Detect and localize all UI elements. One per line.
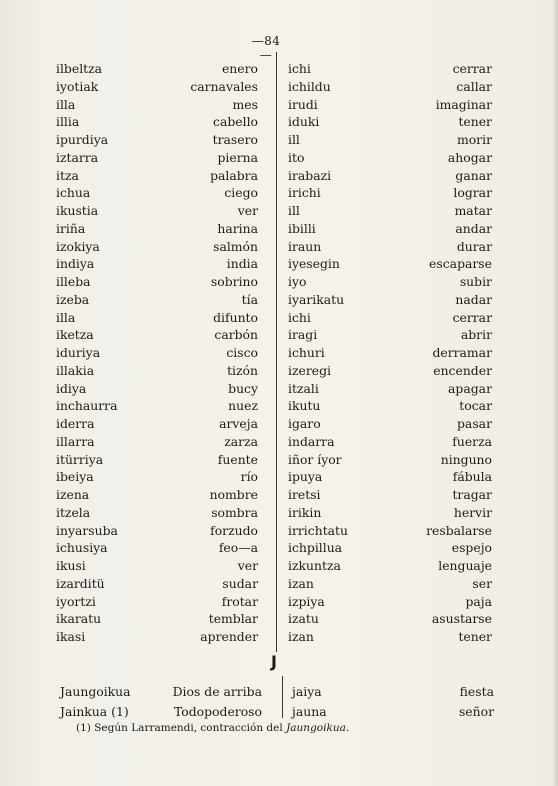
entry-term: ikutu bbox=[288, 398, 321, 414]
entry-translation: ninguno bbox=[440, 451, 492, 467]
entry-translation: cisco bbox=[226, 345, 258, 360]
entry-term: izena bbox=[56, 487, 90, 502]
j-right-spanish-column bbox=[400, 682, 494, 722]
entry-term: irudi bbox=[288, 96, 318, 112]
entry-term: iñor íyor bbox=[288, 451, 342, 467]
entry-term: iragi bbox=[288, 327, 318, 343]
entry-term: izokiya bbox=[56, 238, 100, 254]
entry-term: iyarikatu bbox=[288, 291, 345, 307]
entry-translation: abrir bbox=[460, 327, 492, 343]
entry-term: illarra bbox=[56, 433, 95, 449]
entry-term: itzali bbox=[288, 380, 319, 396]
entry-translation: asustarse bbox=[431, 611, 492, 627]
entry-translation: nombre bbox=[209, 487, 258, 502]
entry-term: inchaurra bbox=[56, 398, 118, 414]
scan-edge-shadow bbox=[552, 0, 558, 786]
entry-translation: tener bbox=[458, 114, 492, 130]
j-entry-translation: Todopoderoso bbox=[173, 704, 262, 719]
entry-term: ipuya bbox=[288, 469, 323, 485]
entry-translation: carnavales bbox=[190, 78, 258, 94]
entry-term: izpiya bbox=[288, 593, 325, 609]
entry-translation: pierna bbox=[217, 149, 258, 165]
entry-term: illa bbox=[56, 96, 76, 112]
j-entry-translation: señor bbox=[458, 704, 494, 719]
entry-term: iriña bbox=[56, 220, 86, 236]
entry-term: iderra bbox=[56, 416, 95, 431]
entry-term: illeba bbox=[56, 274, 91, 289]
entry-translation: forzudo bbox=[210, 522, 258, 538]
entry-translation: escaparse bbox=[429, 256, 492, 272]
entry-translation: resbalarse bbox=[426, 522, 492, 538]
entry-translation: cerrar bbox=[452, 309, 492, 325]
footnote-text: Según Larramendi, contracción del bbox=[94, 722, 283, 734]
entry-translation: pasar bbox=[457, 416, 492, 431]
entry-translation: tener bbox=[458, 629, 492, 644]
entry-translation: harina bbox=[217, 220, 258, 236]
entry-translation: sudar bbox=[222, 575, 258, 591]
entry-translation: salmón bbox=[213, 238, 258, 254]
entry-term: ichusiya bbox=[56, 540, 108, 556]
entry-term: izarditü bbox=[56, 575, 105, 591]
entry-translation: callar bbox=[456, 78, 492, 94]
entry-translation: tragar bbox=[452, 487, 492, 502]
entry-term: ipurdiya bbox=[56, 132, 109, 147]
entry-term: itzela bbox=[56, 504, 91, 520]
entry-term: ichuri bbox=[288, 345, 325, 360]
entry-translation: encender bbox=[433, 362, 492, 378]
entry-translation: derramar bbox=[432, 345, 492, 360]
entry-translation: tocar bbox=[459, 398, 492, 414]
j-left-spanish-column bbox=[150, 682, 262, 722]
entry-term: izatu bbox=[288, 611, 319, 627]
entry-term: itza bbox=[56, 167, 79, 183]
entry-translation: enero bbox=[221, 61, 258, 76]
entry-term: ito bbox=[288, 149, 305, 165]
entry-term: irichi bbox=[288, 185, 321, 201]
footnote bbox=[76, 722, 349, 734]
entry-term: iduriya bbox=[56, 345, 101, 360]
entry-term: irrichtatu bbox=[288, 522, 349, 538]
entry-term: ichpillua bbox=[288, 540, 343, 556]
page-number: —84— bbox=[251, 34, 281, 62]
entry-translation: mes bbox=[232, 96, 258, 112]
entry-translation: trasero bbox=[212, 132, 258, 147]
entry-translation: tizón bbox=[227, 362, 258, 378]
entry-translation: fuerza bbox=[452, 433, 492, 449]
j-entry-term: jaiya bbox=[292, 684, 322, 699]
entry-translation: paja bbox=[465, 593, 492, 609]
entry-translation: ahogar bbox=[447, 149, 492, 165]
entry-translation: imaginar bbox=[435, 96, 492, 112]
entry-translation: zarza bbox=[224, 433, 258, 449]
entry-term: iyotiak bbox=[56, 78, 99, 94]
entry-translation: carbón bbox=[214, 327, 258, 343]
entry-term: indarra bbox=[288, 433, 335, 449]
entry-translation: hervir bbox=[453, 504, 492, 520]
j-entry-term: jauna bbox=[292, 704, 327, 719]
entry-term: iraun bbox=[288, 238, 322, 254]
entry-translation: lograr bbox=[453, 185, 492, 201]
entry-translation: cerrar bbox=[452, 61, 492, 76]
entry-translation: ver bbox=[237, 558, 258, 573]
entry-translation: sombra bbox=[211, 504, 258, 520]
entry-term: ichua bbox=[56, 185, 91, 201]
entry-term: iyesegin bbox=[288, 256, 340, 272]
right-spanish-column bbox=[372, 60, 492, 646]
entry-translation: difunto bbox=[213, 309, 258, 325]
entry-term: ibilli bbox=[288, 220, 316, 236]
column-divider bbox=[276, 52, 277, 652]
entry-term: ichi bbox=[288, 61, 311, 76]
entry-translation: ver bbox=[237, 203, 258, 218]
entry-term: ichildu bbox=[288, 78, 331, 94]
j-entry-translation: fiesta bbox=[459, 684, 494, 699]
j-entry-term: Jaungoikua bbox=[60, 684, 131, 699]
entry-translation: cabello bbox=[213, 114, 258, 130]
entry-translation: feo—a bbox=[218, 540, 258, 556]
entry-term: ill bbox=[288, 203, 300, 218]
entry-term: irabazi bbox=[288, 167, 332, 183]
j-right-basque-column bbox=[292, 682, 372, 722]
entry-term: itürriya bbox=[56, 451, 104, 467]
entry-translation: arveja bbox=[219, 416, 258, 431]
entry-translation: apagar bbox=[448, 380, 492, 396]
entry-translation: ganar bbox=[455, 167, 492, 183]
entry-term: iyo bbox=[288, 274, 307, 289]
entry-translation: frotar bbox=[221, 593, 258, 609]
left-spanish-column bbox=[150, 60, 258, 646]
entry-term: iduki bbox=[288, 114, 320, 130]
entry-term: izeregi bbox=[288, 362, 331, 378]
left-basque-column bbox=[56, 60, 142, 646]
entry-term: illakia bbox=[56, 362, 95, 378]
entry-translation: aprender bbox=[200, 629, 258, 644]
entry-term: izan bbox=[288, 629, 314, 644]
entry-term: iretsi bbox=[288, 487, 321, 502]
j-section-divider bbox=[282, 676, 283, 718]
entry-translation: matar bbox=[454, 203, 492, 218]
entry-term: ill bbox=[288, 132, 300, 147]
entry-term: irikin bbox=[288, 504, 322, 520]
entry-term: indiya bbox=[56, 256, 95, 272]
entry-translation: bucy bbox=[228, 380, 258, 396]
entry-translation: río bbox=[240, 469, 258, 485]
entry-term: ikustia bbox=[56, 203, 99, 218]
entry-translation: espejo bbox=[451, 540, 492, 556]
entry-translation: nuez bbox=[228, 398, 258, 414]
entry-term: ikasi bbox=[56, 629, 86, 644]
entry-term: ikaratu bbox=[56, 611, 102, 627]
j-entry-translation: Dios de arriba bbox=[172, 684, 262, 699]
entry-term: izkuntza bbox=[288, 558, 341, 573]
entry-translation: fábula bbox=[452, 469, 492, 485]
entry-translation: andar bbox=[455, 220, 492, 236]
footnote-marker: (1) bbox=[76, 722, 91, 734]
entry-term: iyortzi bbox=[56, 593, 96, 609]
entry-translation: ciego bbox=[224, 185, 258, 201]
entry-translation: lenguaje bbox=[438, 558, 492, 573]
entry-term: inyarsuba bbox=[56, 522, 118, 538]
entry-translation: durar bbox=[456, 238, 492, 254]
entry-term: iztarra bbox=[56, 149, 99, 165]
entry-translation: morir bbox=[456, 132, 492, 147]
entry-term: ichi bbox=[288, 309, 311, 325]
section-heading-j: J bbox=[271, 652, 277, 671]
entry-translation: temblar bbox=[208, 611, 258, 627]
entry-translation: sobrino bbox=[210, 274, 258, 289]
entry-term: iketza bbox=[56, 327, 94, 343]
entry-term: ikusi bbox=[56, 558, 86, 573]
entry-translation: nadar bbox=[455, 291, 492, 307]
footnote-term: Jaungoikua. bbox=[286, 722, 350, 734]
entry-term: illa bbox=[56, 309, 76, 325]
entry-term: izan bbox=[288, 575, 314, 591]
entry-term: igaro bbox=[288, 416, 321, 431]
entry-translation: subir bbox=[459, 274, 492, 289]
entry-translation: ser bbox=[472, 575, 492, 591]
entry-term: izeba bbox=[56, 291, 90, 307]
entry-term: ilbeltza bbox=[56, 61, 103, 76]
entry-translation: palabra bbox=[210, 167, 258, 183]
entry-term: ibeiya bbox=[56, 469, 94, 485]
entry-translation: india bbox=[226, 256, 258, 272]
entry-term: illia bbox=[56, 114, 80, 130]
j-entry-term: Jainkua (1) bbox=[60, 704, 129, 719]
entry-term: idiya bbox=[56, 380, 87, 396]
entry-translation: tía bbox=[241, 291, 258, 307]
entry-translation: fuente bbox=[217, 451, 258, 467]
